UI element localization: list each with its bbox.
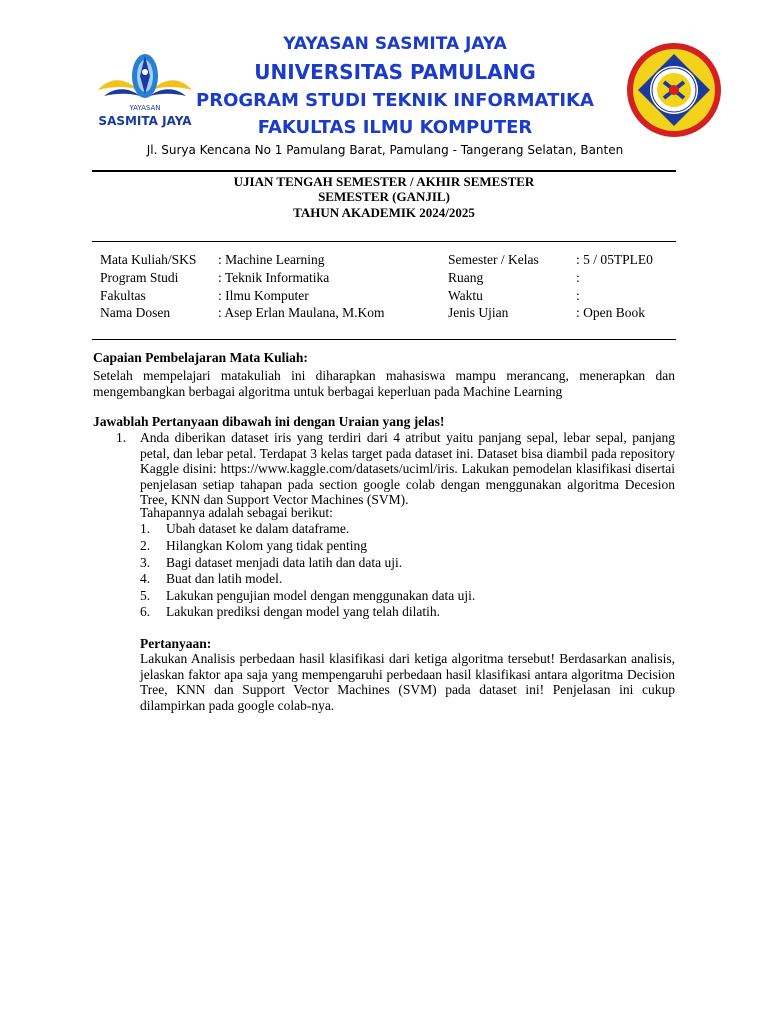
step-text: Lakukan prediksi dengan model yang telah dilatih.: [166, 604, 441, 619]
step-item: [140, 571, 282, 587]
step-number: 2.: [140, 538, 151, 553]
step-text: Buat dan latih model.: [166, 571, 283, 586]
step-text: Ubah dataset ke dalam dataframe.: [166, 521, 350, 536]
instruction-heading: Jawablah Pertanyaan dibawah ini dengan Uraian yang jelas!: [93, 414, 445, 429]
question-number: 1.: [116, 430, 127, 445]
info-value-room: :: [576, 270, 580, 285]
step-number: 4.: [140, 571, 151, 586]
step-number: 6.: [140, 604, 151, 619]
cpmk-text: Setelah mempelajari matakuliah ini diharapkan mahasiswa mampu merancang, menerapkan dan mengembangkan berbagai algoritma untuk berbagai keperluan pada Machine Learning: [93, 368, 675, 399]
info-bottom-divider: [92, 339, 676, 340]
logo-left-small-text: YAYASAN: [129, 104, 161, 112]
info-label-lecturer: Nama Dosen: [100, 305, 171, 320]
faculty-name: FAKULTAS ILMU KOMPUTER: [257, 117, 533, 138]
sub-question-title: Pertanyaan:: [140, 636, 212, 651]
step-text: Hilangkan Kolom yang tidak penting: [166, 538, 367, 553]
info-label-exam-type: Jenis Ujian: [448, 305, 509, 320]
info-label-course: Mata Kuliah/SKS: [100, 252, 197, 267]
header-divider: [92, 170, 676, 172]
step-number: 3.: [140, 555, 151, 570]
step-item: [140, 521, 349, 537]
info-label-time: Waktu: [448, 288, 483, 303]
step-item: [140, 555, 402, 571]
step-text: Bagi dataset menjadi data latih dan data uji.: [166, 555, 403, 570]
step-item: [140, 538, 367, 554]
step-number: 5.: [140, 588, 151, 603]
info-label-semester: Semester / Kelas: [448, 252, 539, 267]
step-item: [140, 604, 440, 620]
question-text: Anda diberikan dataset iris yang terdiri dari 4 atribut yaitu panjang sepal, lebar sepal, panjang petal, dan lebar petal. Terdapat 3 kelas target pada dataset ini. Dataset bisa diambil pada repository Kaggle disini: https://www.kaggle.com/datasets/uciml/iris. Lakukan pemodelan klasifikasi disertai penjelasan setiap tahapan pada section google colab dengan menggunakan algoritma Decesion Tree, KNN dan Support Vector Machines (SVM).: [140, 430, 675, 507]
info-value-program: : Teknik Informatika: [218, 270, 330, 285]
info-label-faculty: Fakultas: [100, 288, 146, 303]
step-number: 1.: [140, 521, 151, 536]
info-label-room: Ruang: [448, 270, 484, 285]
step-text: Lakukan pengujian model dengan menggunakan data uji.: [166, 588, 476, 603]
cpmk-title: Capaian Pembelajaran Mata Kuliah:: [93, 350, 308, 365]
university-name: UNIVERSITAS PAMULANG: [254, 60, 536, 84]
steps-intro: Tahapannya adalah sebagai berikut:: [140, 505, 333, 520]
foundation-name: YAYASAN SASMITA JAYA: [283, 34, 507, 54]
exam-title-line3: TAHUN AKADEMIK 2024/2025: [293, 205, 475, 220]
info-value-semester: : 5 / 05TPLE0: [576, 252, 653, 267]
info-top-divider: [92, 241, 676, 242]
program-name: PROGRAM STUDI TEKNIK INFORMATIKA: [196, 90, 594, 111]
info-value-exam-type: : Open Book: [576, 305, 645, 320]
info-value-lecturer: : Asep Erlan Maulana, M.Kom: [218, 305, 385, 320]
sub-question-text: Lakukan Analisis perbedaan hasil klasifikasi dari ketiga algoritma tersebut! Berdasarkan analisis, jelaskan faktor apa saja yang mempengaruhi perbedaan hasil klasifikasi antara algoritma Decision Tree, KNN dan Support Vector Machines (SVM) pada dataset ini! Penjelasan ini cukup dilampirkan pada google colab-nya.: [140, 651, 675, 713]
address: Jl. Surya Kencana No 1 Pamulang Barat, Pamulang - Tangerang Selatan, Banten: [146, 143, 624, 157]
info-value-course: : Machine Learning: [218, 252, 325, 267]
step-item: [140, 588, 475, 604]
info-value-time: :: [576, 288, 580, 303]
logo-left-large-text: SASMITA JAYA: [98, 114, 192, 128]
university-seal-logo: [626, 42, 722, 138]
exam-title-line1: UJIAN TENGAH SEMESTER / AKHIR SEMESTER: [233, 174, 535, 189]
exam-title-line2: SEMESTER (GANJIL): [318, 189, 450, 204]
info-value-faculty: : Ilmu Komputer: [218, 288, 309, 303]
info-label-program: Program Studi: [100, 270, 179, 285]
